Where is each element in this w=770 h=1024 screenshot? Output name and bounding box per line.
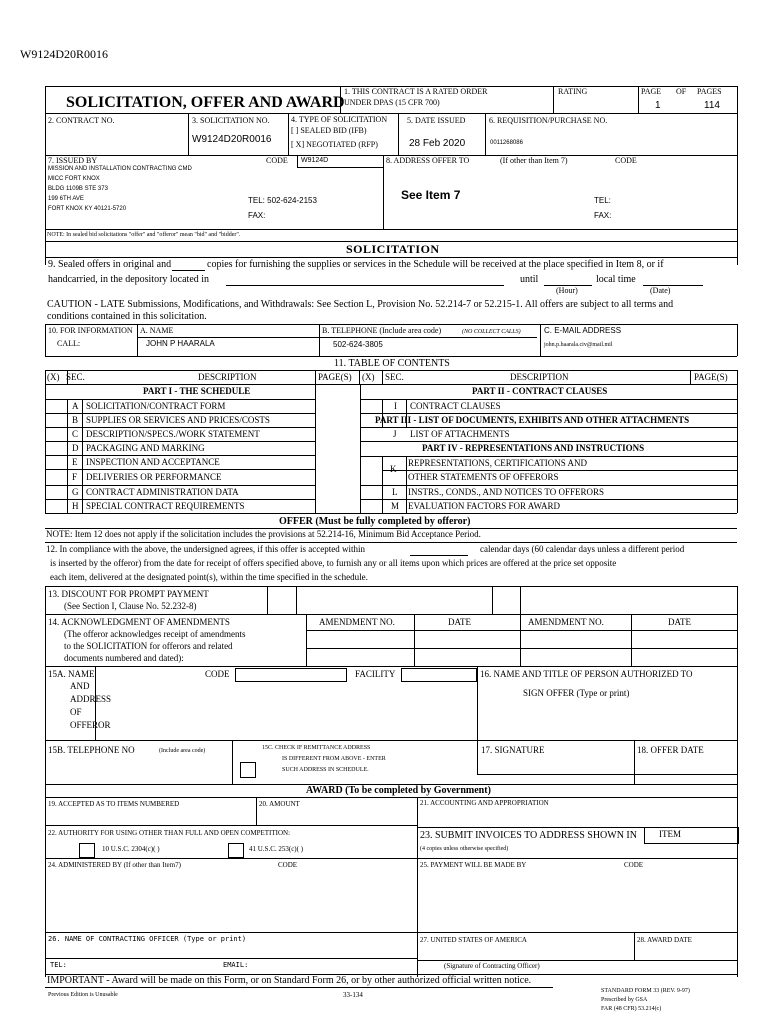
- no-collect-calls: (NO COLLECT CALLS): [462, 329, 521, 335]
- rule: [398, 113, 399, 155]
- item16-label: SIGN OFFER (Type or print): [523, 688, 630, 698]
- rule: [638, 86, 639, 113]
- rule: [45, 542, 737, 543]
- co-telephone-label: TEL:: [50, 961, 67, 969]
- rule: [383, 155, 384, 229]
- rule: [540, 324, 541, 356]
- offeror-code-field[interactable]: [235, 668, 347, 682]
- rule: [45, 825, 417, 826]
- rule: [45, 441, 315, 442]
- previous-edition-note: Previous Edition is Unusable: [48, 992, 118, 998]
- rule: [360, 427, 737, 428]
- solicitation-no: W9124D20R0016: [192, 134, 272, 145]
- until-label: until: [520, 274, 539, 285]
- rule: [45, 858, 737, 859]
- toc-col-desc: DESCRIPTION: [510, 372, 569, 382]
- item12-text: is inserted by the offeror) from the date for receipt of offers specified above, to furnish any or all items upon which prices are offered at the price set opposite: [50, 558, 617, 568]
- phone-label: B. TELEPHONE (Include area code): [322, 326, 442, 335]
- rule: [45, 586, 737, 587]
- requisition-no: 0011268086: [490, 140, 523, 146]
- rule: [382, 370, 383, 384]
- issuer-address-line: 199 6TH AVE: [48, 196, 84, 202]
- rule: [45, 469, 315, 470]
- item15b-label: 15B. TELEPHONE NO: [48, 745, 135, 755]
- item17-label: 17. SIGNATURE: [481, 745, 545, 755]
- form-number: 33-134: [343, 991, 363, 999]
- offeror-code-label: CODE: [205, 669, 230, 679]
- rule: [45, 614, 737, 615]
- rule: [45, 455, 315, 456]
- item24-code-label: CODE: [278, 861, 298, 869]
- rule: [417, 797, 418, 977]
- page-label: PAGE: [641, 87, 662, 96]
- rule: [360, 441, 737, 442]
- item19-label: 19. ACCEPTED AS TO ITEMS NUMBERED: [48, 800, 180, 808]
- rule: [82, 399, 83, 513]
- rule: [520, 586, 521, 614]
- rule: [67, 399, 68, 513]
- item25-label: 25. PAYMENT WILL BE MADE BY: [420, 861, 527, 869]
- issuer-fax: FAX:: [248, 211, 266, 220]
- negotiated-option: [ X] NEGOTIATED (RFP): [291, 140, 378, 149]
- item18-label: 18. OFFER DATE: [637, 745, 704, 755]
- rule: [477, 666, 478, 774]
- rule: [297, 167, 383, 168]
- rule: [45, 987, 553, 988]
- rule: [492, 586, 493, 614]
- rule: [485, 113, 486, 155]
- document-id: W9124D20R0016: [20, 47, 108, 61]
- date-issued: 28 Feb 2020: [409, 138, 466, 149]
- rating-label: RATING: [558, 87, 588, 96]
- toc-part-heading: PART IV - REPRESENTATIONS AND INSTRUCTIONS: [422, 443, 645, 453]
- calendar-days-blank[interactable]: [410, 555, 468, 556]
- co-signature-caption: (Signature of Contracting Officer): [444, 962, 540, 970]
- contact-phone: 502-624-3805: [333, 340, 383, 349]
- rule: [553, 86, 554, 113]
- item13-label: 13. DISCOUNT FOR PROMPT PAYMENT: [48, 589, 209, 599]
- toc-item-label: INSTRS., CONDS., AND NOTICES TO OFFERORS: [408, 487, 604, 497]
- amendment-no-header: AMENDMENT NO.: [528, 617, 604, 627]
- toc-col-sec: SEC.: [66, 372, 85, 382]
- rated-order-line1: 1. THIS CONTRACT IS A RATED ORDER: [344, 87, 488, 96]
- toc-col-pages: PAGE(S): [694, 372, 728, 382]
- toc-sec-letter: D: [72, 443, 79, 453]
- toc-sec-letter: J: [393, 429, 397, 439]
- contract-no-label: 2. CONTRACT NO.: [48, 116, 115, 125]
- rule: [45, 257, 737, 258]
- rule: [631, 614, 632, 666]
- offer-to-telephone: TEL:: [594, 196, 611, 205]
- prescribed-by-label: Prescribed by GSA: [601, 997, 648, 1003]
- item23-copies: (4 copies unless otherwise specified): [420, 846, 509, 852]
- include-area-code: (Include area code): [159, 748, 206, 754]
- rule: [737, 86, 738, 265]
- item15a-label: ADDRESS: [70, 694, 112, 704]
- usc-253-label: 41 U.S.C. 253(c)( ): [249, 845, 304, 853]
- usc-2304-label: 10 U.S.C. 2304(c)( ): [102, 845, 160, 853]
- toc-sec-letter: M: [391, 501, 400, 511]
- rule: [45, 113, 737, 114]
- rule: [45, 427, 315, 428]
- see-item-7: See Item 7: [401, 188, 461, 202]
- rule: [315, 370, 316, 513]
- rule: [414, 614, 415, 666]
- rule: [137, 324, 138, 356]
- facility-label: FACILITY: [355, 669, 396, 679]
- item15c-label: SUCH ADDRESS IN SCHEDULE.: [282, 767, 369, 773]
- rule: [737, 797, 738, 977]
- toc-col-x: (X): [47, 372, 60, 382]
- rule: [634, 740, 635, 784]
- rule: [232, 740, 233, 784]
- rule: [45, 324, 46, 356]
- toc-item-label: DESCRIPTION/SPECS./WORK STATEMENT: [86, 429, 260, 439]
- rule: [45, 324, 737, 325]
- item15c-label: 15C. CHECK IF REMITTANCE ADDRESS: [262, 745, 371, 751]
- call-label: CALL:: [57, 339, 81, 348]
- rule: [360, 499, 737, 500]
- rated-order-line2: UNDER DPAS (15 CFR 700): [344, 98, 440, 107]
- item14-text: (The offeror acknowledges receipt of amendments: [64, 629, 246, 639]
- toc-item-label: INSPECTION AND ACCEPTANCE: [86, 457, 220, 467]
- page-number: 1: [655, 100, 661, 111]
- rule: [382, 456, 383, 513]
- toc-item-label: CONTRACT CLAUSES: [410, 401, 501, 411]
- rule: [382, 470, 737, 471]
- name-label: A. NAME: [140, 326, 174, 335]
- solicitation-type-label: 4. TYPE OF SOLICITATION: [291, 115, 388, 124]
- rule: [288, 113, 289, 155]
- rule: [306, 614, 307, 666]
- item23-item-label: ITEM: [659, 829, 681, 839]
- rule: [45, 499, 315, 500]
- offer-code-label: CODE: [615, 156, 637, 165]
- item12-text: 12. In compliance with the above, the undersigned agrees, if this offer is accepted within: [46, 544, 365, 554]
- toc-item-label: OTHER STATEMENTS OF OFFERORS: [408, 472, 559, 482]
- toc-sec-letter: H: [72, 501, 79, 511]
- award-heading: AWARD (To be completed by Government): [306, 785, 491, 796]
- issuer-address-line: MISSION AND INSTALLATION CONTRACTING CMD: [48, 166, 192, 172]
- toc-sec-letter: F: [72, 472, 78, 482]
- local-time-label: local time: [596, 274, 636, 285]
- toc-item-label: CONTRACT ADMINISTRATION DATA: [86, 487, 239, 497]
- toc-sec-letter: A: [72, 401, 79, 411]
- item9-text: copies for furnishing the supplies or services in the Schedule will be received at the place specified in Item 8, or if: [207, 259, 664, 270]
- rule: [45, 413, 315, 414]
- amendment-date-header: DATE: [668, 617, 691, 627]
- rule: [306, 648, 737, 649]
- item27-label: 27. UNITED STATES OF AMERICA: [420, 936, 527, 944]
- toc-col-x: (X): [362, 372, 375, 382]
- usc-2304-checkbox[interactable]: [79, 843, 95, 858]
- item15a-label: 15A. NAME: [48, 669, 95, 679]
- rule: [406, 456, 407, 513]
- item16-label: 16. NAME AND TITLE OF PERSON AUTHORIZED TO: [480, 669, 693, 679]
- offer-heading: OFFER (Must be fully completed by offeror): [279, 516, 471, 527]
- facility-code-field[interactable]: [401, 668, 477, 682]
- usc-253-checkbox[interactable]: [228, 843, 244, 858]
- toc-item-label: SPECIAL CONTRACT REQUIREMENTS: [86, 501, 245, 511]
- hour-caption: (Hour): [556, 286, 578, 295]
- solicitation-no-label: 3. SOLICITATION NO.: [192, 116, 270, 125]
- item12-note: NOTE: Item 12 does not apply if the solicitation includes the provisions at 52.214-16, Minimum Bid Acceptance Period.: [46, 529, 481, 539]
- item15a-label: OF: [70, 707, 82, 717]
- item13-clause: (See Section I, Clause No. 52.232-8): [64, 601, 197, 611]
- item24-label: 24. ADMINISTERED BY (If other than Item7): [48, 861, 181, 869]
- rule: [45, 740, 477, 741]
- toc-item-label: REPRESENTATIONS, CERTIFICATIONS AND: [408, 458, 588, 468]
- rule: [360, 399, 737, 400]
- rule: [737, 324, 738, 356]
- item25-code-label: CODE: [624, 861, 644, 869]
- toc-col-pages: PAGE(S): [318, 372, 352, 382]
- issuer-address-line: BLDG 1109B STE 373: [48, 186, 108, 192]
- item28-label: 28. AWARD DATE: [637, 936, 692, 944]
- rule: [45, 356, 737, 357]
- toc-sec-letter: E: [72, 457, 78, 467]
- rule: [45, 797, 46, 977]
- requisition-label: 6. REQUISITION/PURCHASE NO.: [489, 116, 608, 125]
- item26-label: 26. NAME OF CONTRACTING OFFICER (Type or print): [48, 935, 247, 943]
- standard-form-label: STANDARD FORM 33 (REV. 9-97): [601, 988, 690, 994]
- rule: [634, 932, 635, 960]
- rule: [690, 370, 691, 384]
- item20-label: 20. AMOUNT: [259, 800, 300, 808]
- rule: [45, 86, 46, 265]
- issuer-address-line: MICC FORT KNOX: [48, 176, 100, 182]
- of-label: OF: [676, 87, 687, 96]
- toc-col-sec: SEC.: [385, 372, 404, 382]
- toc-heading: 11. TABLE OF CONTENTS: [334, 358, 450, 369]
- rule: [45, 797, 737, 798]
- issued-code: W9124D: [301, 157, 329, 164]
- toc-item-label: SOLICITATION/CONTRACT FORM: [86, 401, 226, 411]
- item14-text: to the SOLICITATION for offerors and related: [64, 641, 233, 651]
- rule: [319, 324, 320, 356]
- rule: [45, 485, 315, 486]
- remittance-checkbox[interactable]: [240, 762, 256, 778]
- solicitation-heading: SOLICITATION: [346, 242, 440, 256]
- contact-name: JOHN P HAARALA: [146, 339, 215, 348]
- rule: [45, 384, 737, 385]
- amendment-date-header: DATE: [448, 617, 471, 627]
- issuer-telephone: TEL: 502-624-2153: [248, 196, 317, 205]
- issued-code-label: CODE: [266, 156, 288, 165]
- rule: [360, 413, 737, 414]
- toc-item-label: SUPPLIES OR SERVICES AND PRICES/COSTS: [86, 415, 270, 425]
- toc-sec-letter: B: [72, 415, 79, 425]
- address-offer-to-hint: (If other than Item 7): [500, 156, 568, 165]
- toc-item-label: PACKAGING AND MARKING: [86, 443, 205, 453]
- date-issued-label: 5. DATE ISSUED: [407, 116, 466, 125]
- rule: [520, 614, 521, 666]
- item14-text: documents numbered and dated):: [64, 653, 184, 663]
- far-reference: FAR (48 CFR) 53.214(c): [601, 1006, 662, 1012]
- co-email-label: EMAIL:: [223, 961, 249, 969]
- toc-item-label: EVALUATION FACTORS FOR AWARD: [408, 501, 561, 511]
- date-caption: (Date): [650, 286, 671, 295]
- email-label: C. E-MAIL ADDRESS: [544, 326, 622, 335]
- rule: [45, 399, 315, 400]
- rule: [256, 797, 257, 825]
- item9-text: handcarried, in the depository located in: [48, 274, 210, 285]
- toc-sec-letter: I: [394, 401, 397, 411]
- item15c-label: IS DIFFERENT FROM ABOVE - ENTER: [282, 756, 386, 762]
- rule: [45, 513, 737, 514]
- toc-part-heading: PART I - THE SCHEDULE: [143, 386, 251, 396]
- rule: [306, 630, 737, 631]
- rule: [137, 337, 537, 338]
- item21-label: 21. ACCOUNTING AND APPROPRIATION: [420, 799, 549, 807]
- sealed-bid-note: NOTE: In sealed bid solicitations "offer" and "offeror" mean "bid" and "bidder".: [47, 232, 241, 238]
- caution-text: conditions contained in this solicitation.: [47, 311, 207, 322]
- rule: [360, 485, 737, 486]
- amendment-no-header: AMENDMENT NO.: [319, 617, 395, 627]
- depository-blank[interactable]: [226, 285, 504, 286]
- issued-by-label: 7. ISSUED BY: [48, 156, 98, 165]
- item15a-label: AND: [70, 681, 90, 691]
- toc-sec-letter: K: [390, 464, 397, 474]
- caution-text: CAUTION - LATE Submissions, Modifications, and Withdrawals: See Section L, Provision No. 52.214-7 or 52.215-1. All offers are subject to all terms and: [47, 299, 674, 310]
- rule: [188, 113, 189, 155]
- rule: [296, 586, 297, 614]
- form-title: SOLICITATION, OFFER AND AWARD: [66, 94, 345, 111]
- toc-item-label: DELIVERIES OR PERFORMANCE: [86, 472, 222, 482]
- rule: [45, 229, 737, 230]
- rule: [477, 774, 737, 775]
- toc-item-label: LIST OF ATTACHMENTS: [410, 429, 510, 439]
- rule: [45, 370, 737, 371]
- offer-to-fax: FAX:: [594, 211, 612, 220]
- item23-label: 23. SUBMIT INVOICES TO ADDRESS SHOWN IN: [420, 830, 637, 841]
- toc-part-heading: PART III - LIST OF DOCUMENTS, EXHIBITS AND OTHER ATTACHMENTS: [375, 415, 690, 425]
- item22-label: 22. AUTHORITY FOR USING OTHER THAN FULL AND OPEN COMPETITION:: [48, 829, 291, 837]
- address-offer-to-label: 8. ADDRESS OFFER TO: [386, 156, 470, 165]
- rule: [267, 586, 268, 614]
- item9-text: 9. Sealed offers in original and: [48, 259, 172, 270]
- toc-sec-letter: C: [72, 429, 79, 439]
- sealed-bid-option: [ ] SEALED BID (IFB): [291, 126, 367, 135]
- rule: [297, 155, 298, 167]
- item14-label: 14. ACKNOWLEDGMENT OF AMENDMENTS: [48, 617, 230, 627]
- toc-part-heading: PART II - CONTRACT CLAUSES: [472, 386, 608, 396]
- toc-sec-letter: L: [392, 487, 398, 497]
- rule: [737, 370, 738, 513]
- pages-label: PAGES: [697, 87, 722, 96]
- rule: [477, 740, 737, 741]
- issuer-address-line: FORT KNOX KY 40121-5720: [48, 206, 127, 212]
- copies-blank[interactable]: [172, 270, 205, 271]
- rule: [45, 666, 737, 667]
- info-label: 10. FOR INFORMATION: [48, 326, 133, 335]
- total-pages: 114: [704, 100, 720, 111]
- item12-text: calendar days (60 calendar days unless a different period: [480, 544, 685, 554]
- rule: [417, 960, 737, 961]
- rule: [360, 384, 361, 513]
- important-note: IMPORTANT - Award will be made on this Form, or on Standard Form 26, or by other authorized official written notice.: [47, 975, 532, 986]
- item12-text: each item, delivered at the designated point(s), within the time specified in the schedule.: [50, 572, 368, 582]
- rule: [360, 456, 737, 457]
- contact-email[interactable]: john.p.haarala.civ@mail.mil: [544, 342, 613, 348]
- rule: [359, 370, 360, 384]
- toc-col-desc: DESCRIPTION: [198, 372, 257, 382]
- toc-sec-letter: G: [72, 487, 79, 497]
- rule: [45, 958, 417, 959]
- item15a-label: OFFEROR: [70, 720, 111, 730]
